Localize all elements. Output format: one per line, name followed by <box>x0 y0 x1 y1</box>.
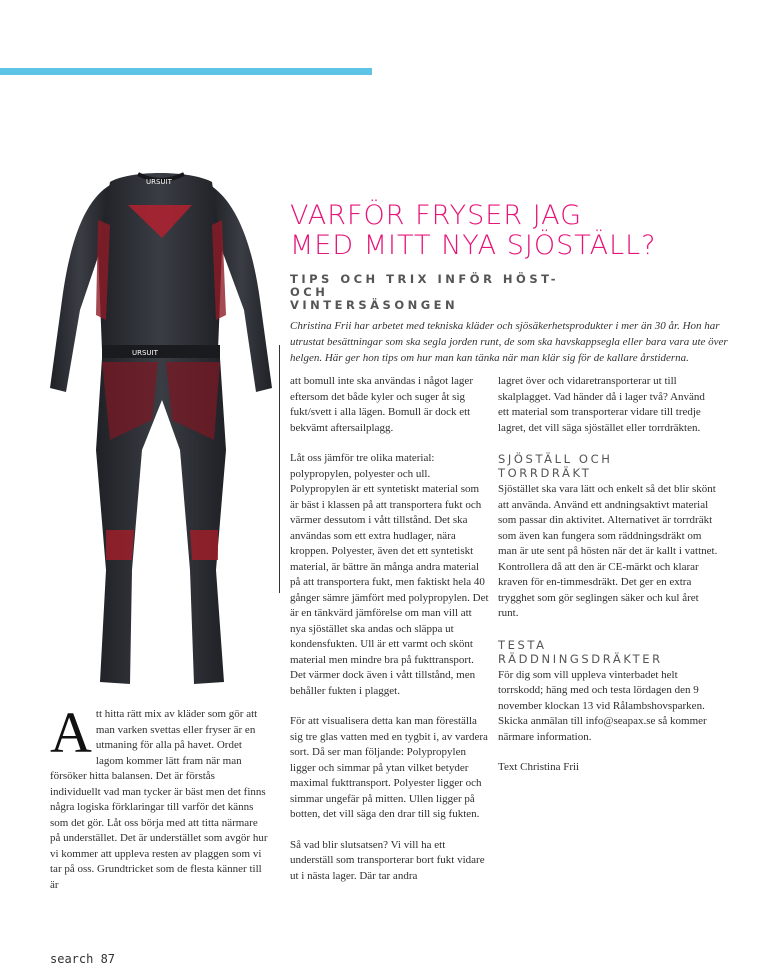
paragraph: Sjöstället ska vara lätt och enkelt så det blir skönt att använda. Använd ett andningsaktivt material som passar din aktivitet. Alternativet är torrdräkt som även kan fungera som räddningsdräkt om man är ute sent på hösten när det är kallt i vattnet. Kontrollera då att den är CE-märkt och klarar kraven för en-timmesdräkt. Det ger en extra trygghet som gör seglingen säker och kul året runt. <box>498 483 718 619</box>
brand-logo-top: URSUIT <box>146 178 172 186</box>
paragraph: För att visualisera detta kan man föreställa sig tre glas vatten med en tygbit i, av vardera sort. Då ser man följande: Polypropylen ligger och simmar på ytan vilket betyder maximal fukttransport. Polyester ligger och simmar ungefär på mitten. Ullen ligger på botten, det vill säga den drar till sig fukten. <box>290 715 488 820</box>
article-subheadline <box>290 273 590 312</box>
byline: Text Christina Frii <box>498 761 580 773</box>
heading-line: TESTA <box>498 637 547 652</box>
paragraph: Låt oss jämför tre olika material: polypropylen, polyester och ull. Polypropylen är ett syntetiskt material som är bäst i klassen på att transportera fukt och värmer dessutom i vått tillstånd. Det ska användas som ett extra hudlager, nära kroppen. Polyester, även det ett syntetiskt material, är bättre än många andra material på att transportera fukt, men faktiskt hela 40 gånger sämre jämfört med polypropylen. Det är en tänkvärd jämförelse om man vill att nya sjöstället ska andas och släppa ut kondensfukten. Ull är ett varmt och skönt material men mindre bra på fukttransport. Det värmer dock även i vått tillstånd, men behåller fukten i plagget. <box>290 452 489 697</box>
subhead-line-1: TIPS OCH TRIX INFÖR HÖST- OCH <box>290 272 560 299</box>
subhead-line-2: VINTERSÄSONGEN <box>290 298 459 312</box>
paragraph: att bomull inte ska användas i något lager eftersom det både kyler och suger åt sig fukt/svett i alla lägen. Bomull är dock ett bekvämt aftersailplagg. <box>290 375 473 434</box>
paragraph: lagret över och vidaretransporterar ut till skalplagget. Vad händer då i lager två? Använd ett material som transporterar vidare till tredje lagret, det vill säga sjöstället eller torrdräkten. <box>498 375 705 434</box>
headline-line-1: VARFÖR FRYSER JAG <box>290 200 583 231</box>
brand-logo-bottom: URSUIT <box>132 349 158 357</box>
top-accent-bar <box>0 68 372 75</box>
paragraph: För dig som vill uppleva vinterbadet helt torrskodd; häng med och testa lördagen den 9 november klockan 13 vid Rålambshovsparken. Skicka anmälan till info@seapax.se så kommer närmare information. <box>498 668 707 743</box>
article-lead: Christina Frii har arbetet med tekniska kläder och sjösäkerhetsprodukter i mer än 30 år. Hon har utrustat besättningar som ska segla jorden runt, de som ska havskappsegla eller bara vara ute över helgen. Här ger hon tips om hur man kan tänka när man klär sig för de kallare årstiderna. <box>290 320 728 364</box>
drop-cap: A <box>50 700 92 765</box>
intro-text: tt hitta rätt mix av kläder som gör att man varken svettas eller fryser är en utmaning för alla på havet. Ordet lagom kommer lätt fram när man försöker hitta balansen. Det är förstås individuellt vad man tycker är bäst men det finns några logiska förklaringar till varför det känns som det gör. Låt oss börja med att titta närmare på understället. Det är understället som avgör hur vi kommer att uppleva resten av plaggen som vi tar på oss. Grundtricket som de flesta känner till är <box>50 708 268 891</box>
text-column-2 <box>290 374 490 899</box>
section-heading-testa <box>498 638 718 666</box>
section-heading-sjostall <box>498 452 718 480</box>
heading-line: TORRDRÄKT <box>498 466 592 480</box>
text-column-1 <box>50 700 268 908</box>
heading-line: SJÖSTÄLL OCH <box>498 452 613 466</box>
base-layer-product-photo <box>40 150 280 695</box>
intro-paragraph <box>50 700 268 893</box>
page-folio: search 87 <box>50 952 116 966</box>
heading-line: RÄDDNINGSDRÄKTER <box>498 651 663 666</box>
column-rule <box>279 345 280 593</box>
paragraph: Så vad blir slutsatsen? Vi vill ha ett underställ som transporterar bort fukt vidare ut i nästa lager. Där tar andra <box>290 838 485 882</box>
text-column-3 <box>498 374 718 791</box>
article-headline <box>290 201 657 261</box>
headline-line-2: MED MITT NYA SJÖSTÄLL? <box>290 230 657 261</box>
